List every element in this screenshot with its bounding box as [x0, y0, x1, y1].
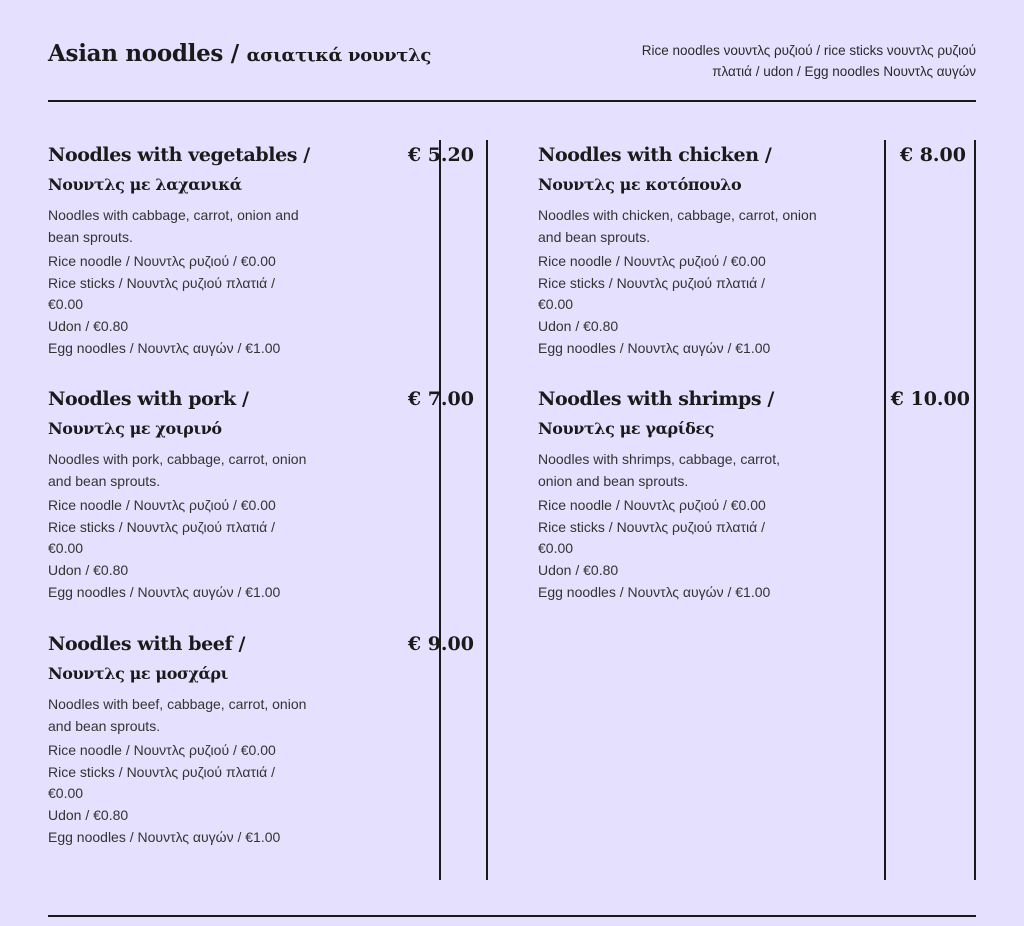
noodle-types: Rice noodles νουντλς ρυζιού / rice sticks νουντλς ρυζιού πλατιά / udon / Egg noodles Νουντλς αυγών [641, 43, 976, 79]
page-title: Asian noodles / ασιατικά νουντλς [48, 40, 432, 67]
menu-item [48, 140, 348, 360]
column-divider [974, 140, 976, 880]
item-description: Noodles with cabbage, carrot, onion and bean sprouts. [48, 207, 299, 245]
item-price: € 5.20 [407, 144, 474, 166]
item-price: € 10.00 [890, 388, 970, 410]
column-divider [486, 140, 488, 880]
item-description: Noodles with chicken, cabbage, carrot, onion and bean sprouts. [538, 207, 817, 245]
item-description: Noodles with beef, cabbage, carrot, onion and bean sprouts. [48, 696, 307, 734]
menu-item [48, 384, 348, 604]
menu-item [538, 384, 838, 604]
item-options: Rice noodle / Νουντλς ρυζιού / €0.00 Rice sticks / Νουντλς ρυζιού πλατιά / €0.00 Udon / €0.80 Egg noodles / Νουντλς αυγών / €1.00 [538, 497, 771, 600]
item-description: Noodles with shrimps, cabbage, carrot, onion and bean sprouts. [538, 451, 780, 489]
item-options: Rice noodle / Νουντλς ρυζιού / €0.00 Rice sticks / Νουντλς ρυζιού πλατιά / €0.00 Udon / €0.80 Egg noodles / Νουντλς αυγών / €1.00 [538, 253, 771, 356]
item-name: Noodles with beef / Νουντλς με μοσχάρι [48, 633, 245, 683]
item-options: Rice noodle / Νουντλς ρυζιού / €0.00 Rice sticks / Νουντλς ρυζιού πλατιά / €0.00 Udon / €0.80 Egg noodles / Νουντλς αυγών / €1.00 [48, 497, 281, 600]
item-options: Rice noodle / Νουντλς ρυζιού / €0.00 Rice sticks / Νουντλς ρυζιού πλατιά / €0.00 Udon / €0.80 Egg noodles / Νουντλς αυγών / €1.00 [48, 253, 281, 356]
menu-grid [48, 140, 976, 880]
menu-item [538, 140, 838, 360]
column-divider [439, 140, 441, 880]
column-divider [884, 140, 886, 880]
menu-header [48, 38, 976, 102]
title-gr: ασιατικά νουντλς [246, 45, 432, 66]
footer-divider [48, 915, 976, 917]
item-price: € 7.00 [407, 388, 474, 410]
title-en: Asian noodles [48, 40, 224, 67]
item-price: € 9.00 [407, 633, 474, 655]
item-name: Noodles with pork / Νουντλς με χοιρινό [48, 388, 249, 438]
item-name: Noodles with chicken / Νουντλς με κοτόπουλο [538, 144, 772, 194]
item-name: Noodles with vegetables / Νουντλς με λαχανικά [48, 144, 310, 194]
item-options: Rice noodle / Νουντλς ρυζιού / €0.00 Rice sticks / Νουντλς ρυζιού πλατιά / €0.00 Udon / €0.80 Egg noodles / Νουντλς αυγών / €1.00 [48, 742, 281, 845]
item-name: Noodles with shrimps / Νουντλς με γαρίδες [538, 388, 774, 438]
item-price: € 8.00 [899, 144, 966, 166]
menu-item [48, 629, 348, 849]
item-description: Noodles with pork, cabbage, carrot, onion and bean sprouts. [48, 451, 307, 489]
